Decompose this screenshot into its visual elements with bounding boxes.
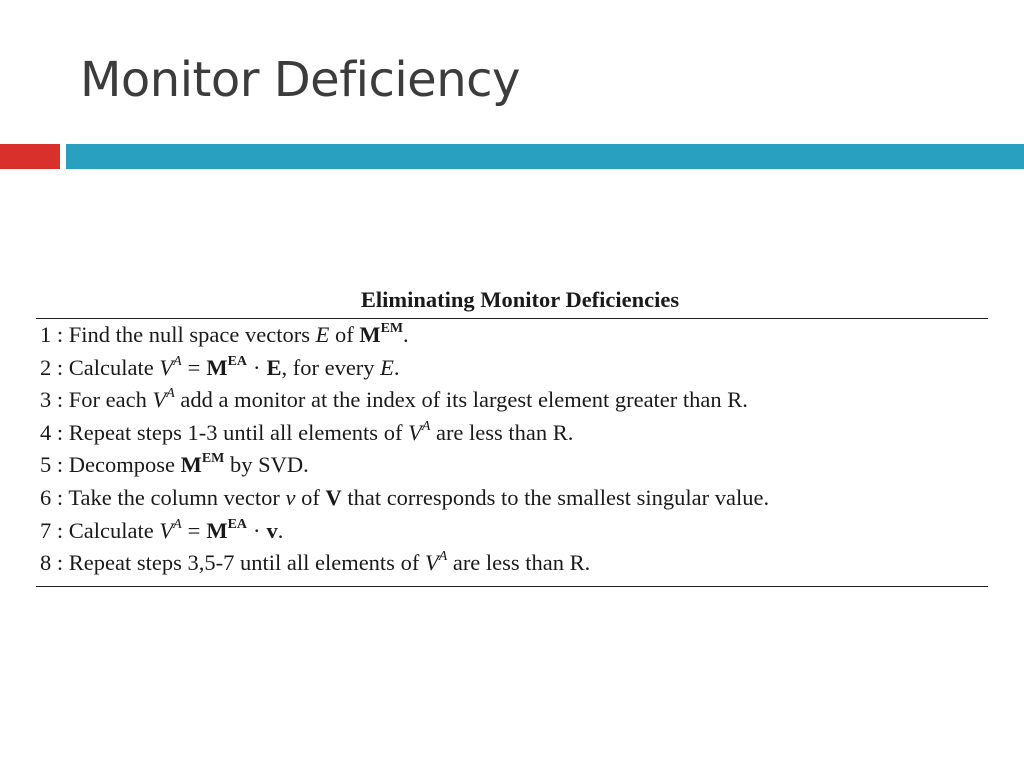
step-number: 8	[40, 550, 52, 576]
step-text: are less than R.	[430, 419, 574, 445]
step-text: are less than R.	[447, 550, 591, 576]
math-operator: =	[187, 354, 201, 380]
math-superscript: A	[166, 386, 175, 402]
step-text: Repeat steps 1-3 until all elements of	[68, 419, 409, 445]
step-number: 2	[40, 354, 52, 380]
step-separator: :	[51, 517, 69, 543]
math-matrix: M	[206, 354, 228, 380]
math-vector: E	[266, 354, 282, 380]
algorithm-caption: Eliminating Monitor Deficiencies	[360, 287, 680, 312]
accent-bar-blue	[66, 144, 1024, 169]
algorithm-step	[36, 319, 988, 352]
step-separator: :	[51, 387, 69, 413]
algorithm-step	[36, 449, 988, 482]
step-number: 6	[40, 484, 52, 510]
algorithm-step	[36, 384, 988, 417]
math-variable: E	[315, 322, 330, 347]
step-text: add a monitor at the index of its largest element greater than R.	[174, 387, 748, 413]
math-operator: ·	[252, 354, 261, 380]
math-variable: V	[159, 517, 174, 543]
algorithm-step	[36, 352, 988, 385]
math-variable: E	[380, 354, 394, 380]
math-superscript: A	[173, 353, 182, 369]
math-superscript: A	[421, 418, 431, 434]
math-matrix: M	[180, 452, 202, 478]
math-variable: V	[408, 419, 422, 445]
math-operator: =	[187, 517, 201, 543]
step-text: by SVD.	[224, 452, 309, 478]
math-operator: ·	[252, 517, 261, 543]
math-variable: V	[152, 387, 167, 413]
step-text: .	[393, 354, 400, 380]
math-variable: V	[424, 550, 439, 576]
math-superscript: A	[173, 516, 182, 532]
slide-title: Monitor Deficiency	[80, 52, 520, 108]
step-separator: :	[51, 322, 69, 347]
algorithm-box	[36, 282, 988, 587]
step-separator: :	[51, 354, 69, 380]
step-text: , for every	[281, 354, 381, 380]
step-number: 3	[40, 387, 52, 413]
math-matrix: M	[359, 322, 381, 347]
algorithm-step	[36, 515, 988, 548]
step-text: .	[403, 322, 409, 347]
math-variable: v	[285, 484, 296, 510]
step-text: of	[295, 484, 326, 510]
math-matrix: V	[325, 484, 342, 510]
math-superscript: EM	[201, 451, 225, 467]
algorithm-step	[36, 547, 988, 580]
math-superscript: A	[438, 549, 448, 565]
math-superscript: EA	[227, 353, 247, 369]
step-text: Decompose	[68, 452, 181, 478]
step-text: that corresponds to the smallest singular value.	[341, 484, 770, 510]
math-superscript: EM	[380, 320, 404, 336]
step-text: Calculate	[68, 517, 160, 543]
step-text: .	[277, 517, 284, 543]
algorithm-bottom-rule	[36, 586, 988, 587]
step-number: 5	[40, 452, 52, 478]
step-separator: :	[51, 484, 69, 510]
step-separator: :	[51, 452, 69, 478]
step-separator: :	[51, 419, 69, 445]
algorithm-steps	[36, 319, 988, 580]
step-separator: :	[51, 550, 69, 576]
step-text: of	[329, 322, 360, 347]
accent-bar-red	[0, 144, 60, 169]
step-number: 4	[40, 419, 52, 445]
step-text: Take the column vector	[68, 484, 286, 510]
step-number: 7	[40, 517, 52, 543]
step-text: For each	[68, 387, 153, 413]
algorithm-step	[36, 417, 988, 450]
math-matrix: M	[206, 517, 228, 543]
step-text: Repeat steps 3,5-7 until all elements of	[68, 550, 425, 576]
step-text: Find the null space vectors	[68, 322, 316, 347]
math-superscript: EA	[227, 516, 247, 532]
step-text: Calculate	[68, 354, 160, 380]
step-number: 1	[40, 322, 52, 347]
algorithm-step	[36, 482, 988, 515]
math-variable: V	[159, 354, 174, 380]
math-vector: v	[266, 517, 278, 543]
